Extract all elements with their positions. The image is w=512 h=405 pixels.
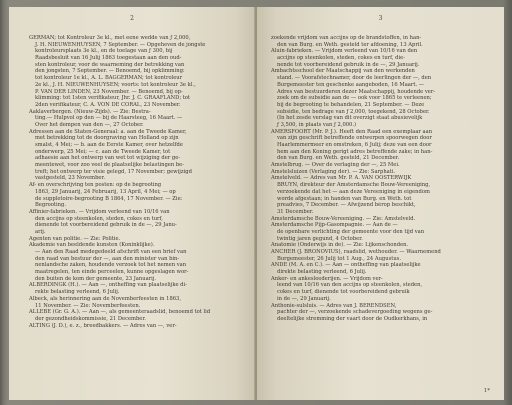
- text-line: dienende tot voorbereidend gebruik in de —, 29 Janu-: [35, 222, 177, 229]
- text-line: Haarlemmermeer en omstreken, 6 Julij; deze van een door: [277, 142, 432, 148]
- right-page: [257, 7, 504, 400]
- text-line: 1863, 29 Januarij, 24 Februarij, 13 April, 4 Mei; — op: [35, 188, 176, 195]
- text-line: der gezondheidskommissie, 21 December.: [35, 315, 146, 322]
- signature-mark: 1*: [483, 388, 490, 394]
- text-line: leend van 10/16 van den accijns op steenkolen, steden,: [277, 282, 423, 289]
- text-line: ANDE (M. A. en C.). — Aan — ontheffing van plaatselijke: [271, 262, 421, 269]
- text-line: ALTING (J. D.), e. z., breedbakkers. — Adres van —, ver-: [29, 322, 177, 329]
- text-line: (In het zesde verslag van dit overzigt staat abusievelijk: [277, 115, 423, 122]
- text-line: Aaklaverbergen. (Nieuw-Zijds). — Zie: Bestra-: [29, 108, 151, 115]
- text-line: van zijn geschrift betreffende ontwerpen spoorwegen door: [277, 135, 432, 142]
- left-page: [9, 7, 255, 400]
- text-line: Amsterdamsche Bouw-Vereeniging. — Zie: Amstelveld.: [271, 215, 416, 222]
- text-line: Ambachtsschool der Maatschappij van den werkenden: [271, 68, 415, 75]
- text-line: maatregelen, ten einde perceelen, kunne opgeslagen wor-: [35, 269, 189, 276]
- text-line: den accijns op steenkolen, steden, cokes en turf,: [35, 215, 163, 222]
- text-line: arij.: [35, 228, 46, 235]
- text-line: accijns op steenkolen, steden, cokes en turf, die-: [277, 55, 405, 62]
- left-page-text: [29, 35, 210, 329]
- text-line: sten kontroleur, voor de waarneming der betrekking van: [35, 61, 185, 68]
- text-line: zoekende vrijdom van accijns op de brandstoffen, in han-: [271, 35, 422, 41]
- text-line: — Aan den Raad medegedeeld afschrift van een brief van: [35, 249, 187, 255]
- text-line: Akademie van beeldende kunsten (Koninklijke).: [29, 242, 155, 249]
- text-line: deeltelijke stremming der vaart door de Oudkerkhans, in: [277, 315, 428, 322]
- text-line: smalst, 4 Mei; — b. aan de Eerste Kamer, over hetzelfde: [35, 142, 183, 148]
- text-line: ƒ 3,500, in plaats van ƒ 2,000.): [277, 121, 357, 128]
- text-line: pachter der —, verzoekende schadevergoeding wegens ge-: [277, 309, 433, 316]
- text-line: Amstelveld. — Adres van Mr. P. A. VAN OOSTERWIJK: [271, 175, 412, 182]
- text-line: Anthonie-sulsluis. — Adres van J. BERENDSEN,: [271, 302, 397, 309]
- text-line: Burgemeester, 26 Julij tot 1 Aug., 24 Augustus.: [277, 255, 401, 262]
- text-line: Anatomie (Onderwijs in de). — Zie: Lijkenschonden.: [271, 242, 409, 249]
- text-line: Amstelsluizen (Verlaging der). — Zie: Sarphati.: [271, 168, 396, 175]
- text-line: klimming: tot 1sten verifikateur, Jhr. J. C. GRAAFLAND; tot: [35, 95, 191, 102]
- text-line: Over het dempen van den —, 27 October.: [35, 121, 144, 128]
- right-page-number: 3: [378, 15, 383, 22]
- text-line: preadvies, 7 December. — Afwijzend bérop beschikt,: [277, 202, 416, 209]
- text-line: cokes en turf, dienende tot voorbereidend gebruik: [277, 289, 410, 296]
- text-line: adhaesie aan het ontwerp van wet tot wijziging der ge-: [35, 155, 181, 162]
- text-line: 11 November. — Zie: Novemberfeesten.: [35, 302, 141, 309]
- text-line: ALBERDINGK (H.). — Aan —, ontheffing van plaatselijke di-: [29, 282, 187, 289]
- left-page-number: 2: [130, 15, 134, 22]
- text-line: Agenten van politie. — Zie: Politie.: [29, 235, 121, 242]
- text-line: den van Burg. en Weth. gesteld, 21 December.: [277, 155, 400, 162]
- text-line: den jongsten, 7 September. — Benoemd, bij opklimming:: [35, 68, 185, 75]
- text-line: in de —, 29 Januarij.: [277, 295, 331, 302]
- text-line: direkte belasting verleend, 6 Julij.: [277, 269, 367, 276]
- text-line: stand. — Voorafstechnamer, door de leerlingen der —, den: [277, 75, 432, 82]
- text-line: de openbare verlichting der gemeente voor den tijd van: [277, 228, 425, 235]
- text-line: 2e kl., J. H. NIEUWENHUYSEN; voorts: tot kontroleur 3e kl.,: [35, 81, 196, 88]
- text-line: den raad van bestuur der —, aan den minister van bin-: [35, 255, 180, 262]
- text-line: worde afgestaan; in handen van Burg. en Weth. tot: [277, 195, 412, 202]
- text-line: P. VAN DER LINDEN, 23 November. — Benoemd, bij op-: [35, 88, 183, 95]
- text-line: onderwerp, 25 Mei; — c. aan de Tweede Kamer, tot: [35, 148, 171, 155]
- text-line: bij de begrooting te behandelen, 21 September. — Deze: [277, 101, 425, 108]
- text-line: de suppletoire-begrooting B 1864, 17 November. — Zie:: [35, 195, 183, 202]
- text-line: ANCHER (J. BRONOVIUS), raadslid, wethouder. — Waarnemend: [271, 249, 441, 255]
- text-line: ALLEBE (Gr. G. A.). — Aan —, als gemeenteraadslid, benoemd tot lid: [29, 309, 211, 316]
- text-line: Aluin-fabrieken. — Vrijdom verleend van 10/16 van den: [271, 48, 418, 55]
- text-line: Anker- en ankesleederijen. — Vrijdom ver-: [271, 275, 383, 282]
- text-line: treft; het ontwerp ter visie gelegd, 17 November; gewijzigd: [35, 168, 192, 175]
- text-line: rekte belasting verleend, 6 Julij.: [35, 289, 120, 296]
- text-line: kontroleursplaats 3e kl., en de toelage van ƒ 300, bij: [35, 48, 173, 55]
- right-page-text: [271, 35, 441, 323]
- text-line: Amsterdamsche Pijp-Gasompagnie. — Aan de —: [271, 222, 398, 229]
- text-line: meentewet, voor zoo veel de plaatselijke belastingen be-: [35, 162, 184, 169]
- text-line: hem aan den Koning gerigt adres betreffende zake; in han-: [277, 148, 433, 155]
- text-line: met betrekking tot de doorgraving van Holland op zijn: [35, 135, 179, 142]
- text-line: Raadsbesluit van 16 Julij 1863 toegestaan aan den oud-: [35, 55, 182, 62]
- text-line: den buiten de kom der gemeente, 23 Januarij.: [35, 275, 157, 282]
- text-line: nende tot voorbereidend gebruik in de —, 29 Januarij.: [277, 61, 420, 68]
- text-line: 2den verifikateur, C. A. VON DE CORAL, 23 November.: [35, 101, 181, 108]
- text-line: subsidie, ten bedrage van ƒ 2,000, toegekend, 28 October.: [277, 108, 430, 115]
- text-line: Amstelbrug. — Over de verlaging der —, 25 Mei.: [271, 162, 400, 169]
- text-line: vastgesteld, 23 November.: [35, 175, 106, 182]
- text-line: Albeck, als herinnering aan de Novemberfeesten in 1863,: [29, 295, 181, 302]
- text-line: ting.— Hulpvol op den — bij de Haarsteeg, 16 Maart. —: [35, 115, 183, 122]
- text-line: Burgemeester ten geschenke aangeboden, 16 Maart. —: [277, 81, 424, 88]
- text-line: J. H. NIEUWENHUYSEN, 7 September. — Opgeheven de jongste: [35, 41, 206, 48]
- text-line: AMERSFOORT (Mr. P. J.). Heeft den Raad een exemplaar aan: [271, 128, 433, 135]
- text-line: Af- en overschrijving ten posten: op de begrooting: [29, 182, 162, 189]
- text-line: tot kontroleur 1e kl., A. L. BAGGERMAN; tot kontroleur: [35, 75, 183, 82]
- text-line: 31 December.: [277, 208, 314, 215]
- text-line: BRUYN, direkteur der Amsterdamsche Bouw-Vereeniging,: [277, 182, 431, 189]
- text-line: den van Burg. en Weth. gesteld ter afdoening, 13 April.: [277, 41, 423, 48]
- text-line: zoek om de subsidie aan de — ook voor 1865 te verleenen;: [277, 95, 432, 102]
- text-line: Begrooting.: [35, 202, 66, 209]
- text-line: GERMAN; tot Kontroleur 3e kl., met eene wedde van ƒ 2,000,: [29, 35, 191, 41]
- text-line: Affinier-fabrieken. — Vrijdom verleend van 10/16 van: [29, 208, 170, 215]
- text-line: nenlandsche zaken, houdende verzoek tot het nemen van: [35, 262, 187, 269]
- text-line: Adres van bestuurderen dezer Maatschappij, houdende ver-: [277, 88, 436, 95]
- text-line: verzoekende dat het — aan deze Vereeniging in eigendom: [277, 188, 430, 195]
- text-line: twintig jaren gegund, 4 October.: [277, 235, 363, 242]
- text-line: Adressen aan de Staten-Generaal: a. aan de Tweede Kamer,: [29, 128, 187, 135]
